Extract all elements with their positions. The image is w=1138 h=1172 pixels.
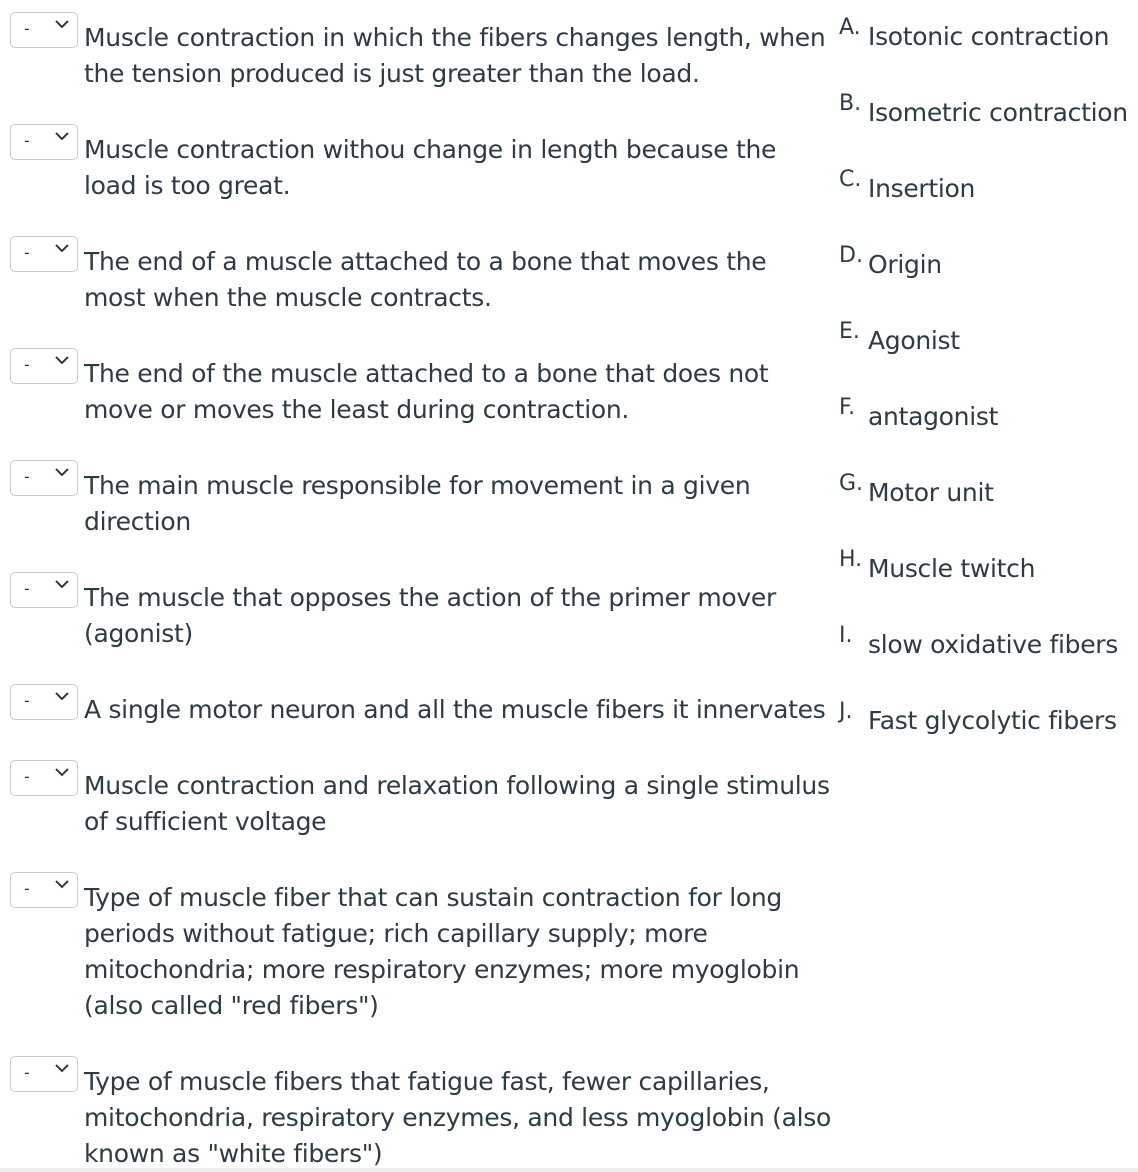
select-value: -: [24, 579, 30, 598]
answer-select-9[interactable]: [10, 872, 78, 908]
select-value: -: [24, 1063, 30, 1082]
answer-select-8[interactable]: [10, 760, 78, 796]
option-letter: J.: [839, 699, 853, 724]
chevron-down-icon: [53, 578, 71, 590]
option-text: Insertion: [868, 174, 976, 203]
chevron-down-icon: [53, 766, 71, 778]
option-text: Agonist: [868, 326, 960, 355]
option-text: slow oxidative fibers: [868, 630, 1118, 659]
question-text-3: The end of a muscle attached to a bone that moves the most when the muscle contracts.: [84, 247, 767, 312]
option-letter: G.: [839, 471, 864, 496]
option-text: antagonist: [868, 402, 999, 431]
option-letter: B.: [839, 91, 862, 116]
option-letter: H.: [839, 547, 863, 572]
chevron-down-icon: [53, 18, 71, 30]
chevron-down-icon: [53, 878, 71, 890]
question-text-5: The main muscle responsible for movement in a given direction: [84, 471, 751, 536]
option-letter: F.: [839, 395, 856, 420]
question-text-9: Type of muscle fiber that can sustain contraction for long periods without fatigue; rich capillary supply; more mitochondria; more respiratory enzymes; more myoglobin (also called "red fibers"): [84, 883, 800, 1020]
question-text-1: Muscle contraction in which the fibers changes length, when the tension produced is just greater than the load.: [84, 23, 826, 88]
answer-select-7[interactable]: [10, 684, 78, 720]
select-value: -: [24, 355, 30, 374]
select-value: -: [24, 467, 30, 486]
chevron-down-icon: [53, 130, 71, 142]
question-text-10: Type of muscle fibers that fatigue fast, fewer capillaries, mitochondria, respiratory enzymes, and less myoglobin (also known as "white fibers"): [84, 1067, 831, 1168]
chevron-down-icon: [53, 466, 71, 478]
select-value: -: [24, 131, 30, 150]
select-value: -: [24, 879, 30, 898]
select-value: -: [24, 243, 30, 262]
option-text: Fast glycolytic fibers: [868, 706, 1117, 735]
option-text: Motor unit: [868, 478, 994, 507]
chevron-down-icon: [53, 354, 71, 366]
question-text-4: The end of the muscle attached to a bone that does not move or moves the least during contraction.: [84, 359, 769, 424]
answer-select-10[interactable]: [10, 1056, 78, 1092]
option-text: Isometric contraction: [868, 98, 1128, 127]
answer-select-4[interactable]: [10, 348, 78, 384]
answer-select-3[interactable]: [10, 236, 78, 272]
bottom-divider: [0, 1168, 1138, 1172]
option-text: Isotonic contraction: [868, 22, 1110, 51]
question-text-6: The muscle that opposes the action of the primer mover (agonist): [84, 583, 776, 648]
option-letter: D.: [839, 243, 863, 268]
option-letter: C.: [839, 167, 862, 192]
answer-select-6[interactable]: [10, 572, 78, 608]
chevron-down-icon: [53, 242, 71, 254]
chevron-down-icon: [53, 690, 71, 702]
select-value: -: [24, 691, 30, 710]
answer-select-1[interactable]: [10, 12, 78, 48]
option-letter: I.: [839, 623, 853, 648]
option-letter: E.: [839, 319, 860, 344]
select-value: -: [24, 767, 30, 786]
select-value: -: [24, 19, 30, 38]
question-text-2: Muscle contraction withou change in length because the load is too great.: [84, 135, 777, 200]
answer-select-2[interactable]: [10, 124, 78, 160]
option-text: Muscle twitch: [868, 554, 1036, 583]
option-text: Origin: [868, 250, 942, 279]
question-text-7: A single motor neuron and all the muscle fibers it innervates: [84, 695, 826, 724]
chevron-down-icon: [53, 1062, 71, 1074]
question-text-8: Muscle contraction and relaxation following a single stimulus of sufficient voltage: [84, 771, 830, 836]
option-letter: A.: [839, 15, 861, 40]
answer-select-5[interactable]: [10, 460, 78, 496]
